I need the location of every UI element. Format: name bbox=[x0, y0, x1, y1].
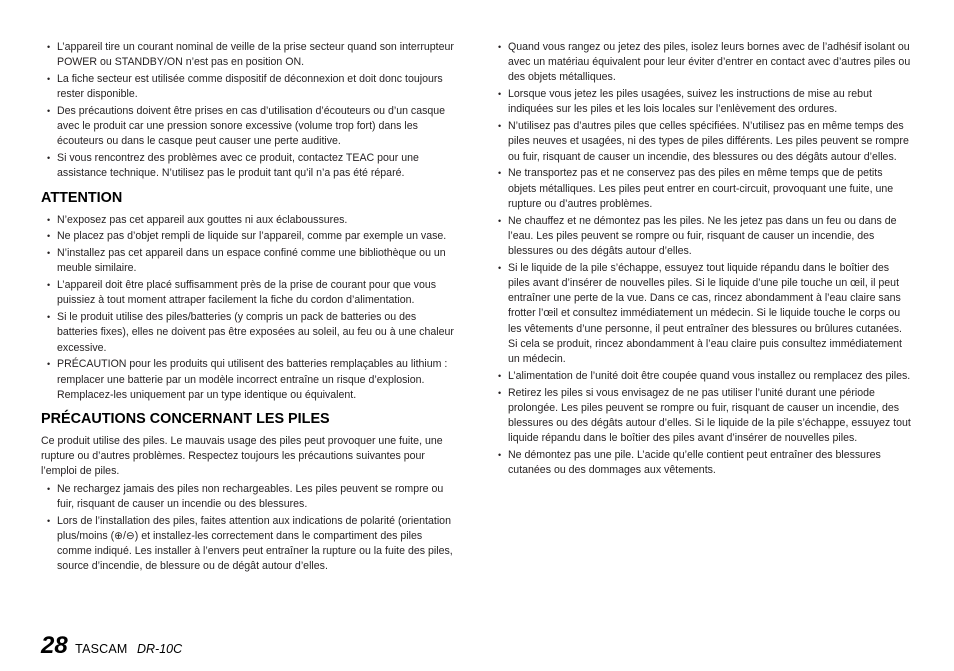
bullet-marker: • bbox=[498, 262, 502, 273]
bullet-marker: • bbox=[498, 89, 502, 100]
list-item: • Si le produit utilise des piles/batteries (y compris un pack de batteries ou des batteries fixes), elles ne doivent pas être exposées au soleil, au feu ou à une chaleur excessive. bbox=[47, 311, 454, 354]
bullet-marker: • bbox=[47, 359, 51, 370]
bullet-marker: • bbox=[498, 42, 502, 52]
list-item: • L’appareil tire un courant nominal de veille de la prise secteur quand son interrupteur POWER ou STANDBY/ON n’est pas en position ON. bbox=[47, 41, 454, 69]
list-item: • Quand vous rangez ou jetez des piles, isolez leurs bornes avec de l’adhésif isolant ou avec un matériau équivalent pour leur éviter d’entrer en contact avec d’autres piles ou des objets métalliques. bbox=[498, 41, 911, 84]
list-item: • Ne chauffez et ne démontez pas les piles. Ne les jetez pas dans un feu ou dans de l’eau. Les piles peuvent se rompre ou fuir, risquant de causer un incendie, des blessures ou des dégâts autour d’elles. bbox=[498, 214, 897, 258]
bullet-marker: • bbox=[47, 483, 51, 494]
bullet-marker: • bbox=[47, 214, 51, 225]
list-item: • N’installez pas cet appareil dans un espace confiné comme une bibliothèque ou un meuble similaire. bbox=[47, 247, 446, 275]
model-name: DR-10C bbox=[136, 642, 183, 656]
page-number: 28 bbox=[41, 632, 68, 659]
brand-name: TASCAM bbox=[75, 642, 128, 656]
list-item: • N’exposez pas cet appareil aux gouttes ni aux éclaboussures. bbox=[41, 213, 459, 228]
bullet-marker: • bbox=[498, 370, 502, 381]
list-item: • Ne démontez pas une pile. L’acide qu’elle contient peut entraîner des blessures cutanées ou des dommages aux vêtements. bbox=[498, 449, 881, 477]
bullet-marker: • bbox=[47, 106, 51, 116]
bullet-marker: • bbox=[47, 153, 51, 164]
bullet-marker: • bbox=[47, 231, 51, 242]
list-item: • Ne rechargez jamais des piles non rechargeables. Les piles peuvent se rompre ou fuir, risquant de causer un incendie ou des blessures. bbox=[47, 482, 444, 510]
battery-precautions-heading: PRÉCAUTIONS CONCERNANT LES PILES bbox=[41, 411, 330, 428]
battery-bullet-list-continued bbox=[492, 40, 913, 478]
list-item: • Ne placez pas d’objet rempli de liquide sur l’appareil, comme par exemple un vase. bbox=[41, 229, 459, 244]
bullet-marker: • bbox=[47, 280, 51, 291]
list-item: • L’appareil doit être placé suffisamment près de la prise de courant pour que vous puissiez à tout moment attraper facilement la fiche du cordon d’alimentation. bbox=[47, 279, 437, 307]
left-column bbox=[41, 40, 459, 576]
attention-bullet-list bbox=[41, 213, 459, 403]
list-item: • Retirez les piles si vous envisagez de ne pas utiliser l’unité durant une période prolongée. Les piles peuvent se rompre ou fuir, risquant de causer un incendie, des blessures ou des dégâts autour d’elles. Si le liquide de la pile s’échappe, essuyez tout liquide répandu dans le boîtier des piles avant d’insérer de nouvelles piles. bbox=[498, 386, 911, 445]
bullet-marker: • bbox=[47, 515, 51, 526]
attention-heading: ATTENTION bbox=[41, 189, 123, 206]
bullet-marker: • bbox=[498, 215, 502, 226]
list-item: • PRÉCAUTION pour les produits qui utilisent des batteries remplaçables au lithium : remplacer une batterie par un modèle incorrect entraîne un risque d’explosion. Remplacez-les uniquement par un type identique ou équivalent. bbox=[47, 358, 448, 401]
list-item: • Lors de l’installation des piles, faites attention aux indications de polarité (orientation plus/moins (⊕/⊖) et installez-les correctement dans le compartiment des piles comme indiqué. Les installer à l’envers peut entraîner la rupture ou la fuite des piles, source d’incendie, de blessure ou de dégât autour d’elles. bbox=[47, 514, 453, 573]
list-item: • Ne transportez pas et ne conservez pas des piles en même temps que de petits objets métalliques. Les piles peut entrer en court-circuit, provoquant une fuite, une rupture ou d’autres problèmes. bbox=[498, 167, 894, 210]
right-column bbox=[492, 40, 913, 480]
bullet-marker: • bbox=[498, 121, 502, 132]
list-item: • Lorsque vous jetez les piles usagées, suivez les instructions de mise au rebut indiquées sur les piles et les lois locales sur l’enlèvement des ordures. bbox=[498, 88, 872, 116]
bullet-marker: • bbox=[47, 248, 51, 259]
safety-bullet-list bbox=[41, 40, 459, 182]
bullet-marker: • bbox=[47, 42, 51, 52]
bullet-marker: • bbox=[47, 312, 51, 323]
list-item: • Si vous rencontrez des problèmes avec ce produit, contactez TEAC pour une assistance technique. N’utilisez pas le produit tant qu’il n’a pas été réparé. bbox=[47, 152, 419, 180]
list-item: • Si le liquide de la pile s’échappe, essuyez tout liquide répandu dans le boîtier des piles avant d’insérer de nouvelles piles. Si le liquide d’une pile touche un œil, il peut entraîner une perte de la vue. Dans ce cas, rincez abondamment à l’eau claire sans frotter l’œil et consultez immédiatement un médecin. Si le liquide touche le corps ou les vêtements d’une personne, il peut entraîner des blessures ou brûlures cutanées. Si cela se produit, rincez abondamment à l’eau claire puis consultez immédiatement un médecin. bbox=[498, 261, 902, 366]
list-item: • L’alimentation de l’unité doit être coupée quand vous installez ou remplacez des piles. bbox=[492, 369, 913, 384]
bullet-marker: • bbox=[498, 387, 502, 398]
list-item: • La fiche secteur est utilisée comme dispositif de déconnexion et doit donc toujours rester disponible. bbox=[47, 73, 443, 101]
page-footer bbox=[41, 632, 182, 660]
battery-bullet-list bbox=[41, 482, 459, 575]
battery-intro-paragraph: Ce produit utilise des piles. Le mauvais usage des piles peut provoquer une fuite, une rupture ou d’autres problèmes. Respectez toujours les précautions suivantes pour l’emploi de piles. bbox=[41, 435, 443, 478]
list-item: • Des précautions doivent être prises en cas d’utilisation d’écouteurs ou d’un casque avec le produit car une pression sonore excessive (volume trop fort) dans les écouteurs ou dans le casque peut causer une perte auditive. bbox=[47, 105, 446, 148]
bullet-marker: • bbox=[498, 168, 502, 179]
list-item: • N’utilisez pas d’autres piles que celles spécifiées. N’utilisez pas en même temps des piles neuves et usagées, ni des types de piles différents. Les piles peuvent se rompre ou fuir, risquant de causer un incendie, des blessures ou des dégâts autour d’elles. bbox=[498, 120, 909, 163]
bullet-marker: • bbox=[498, 450, 502, 461]
bullet-marker: • bbox=[47, 74, 51, 84]
